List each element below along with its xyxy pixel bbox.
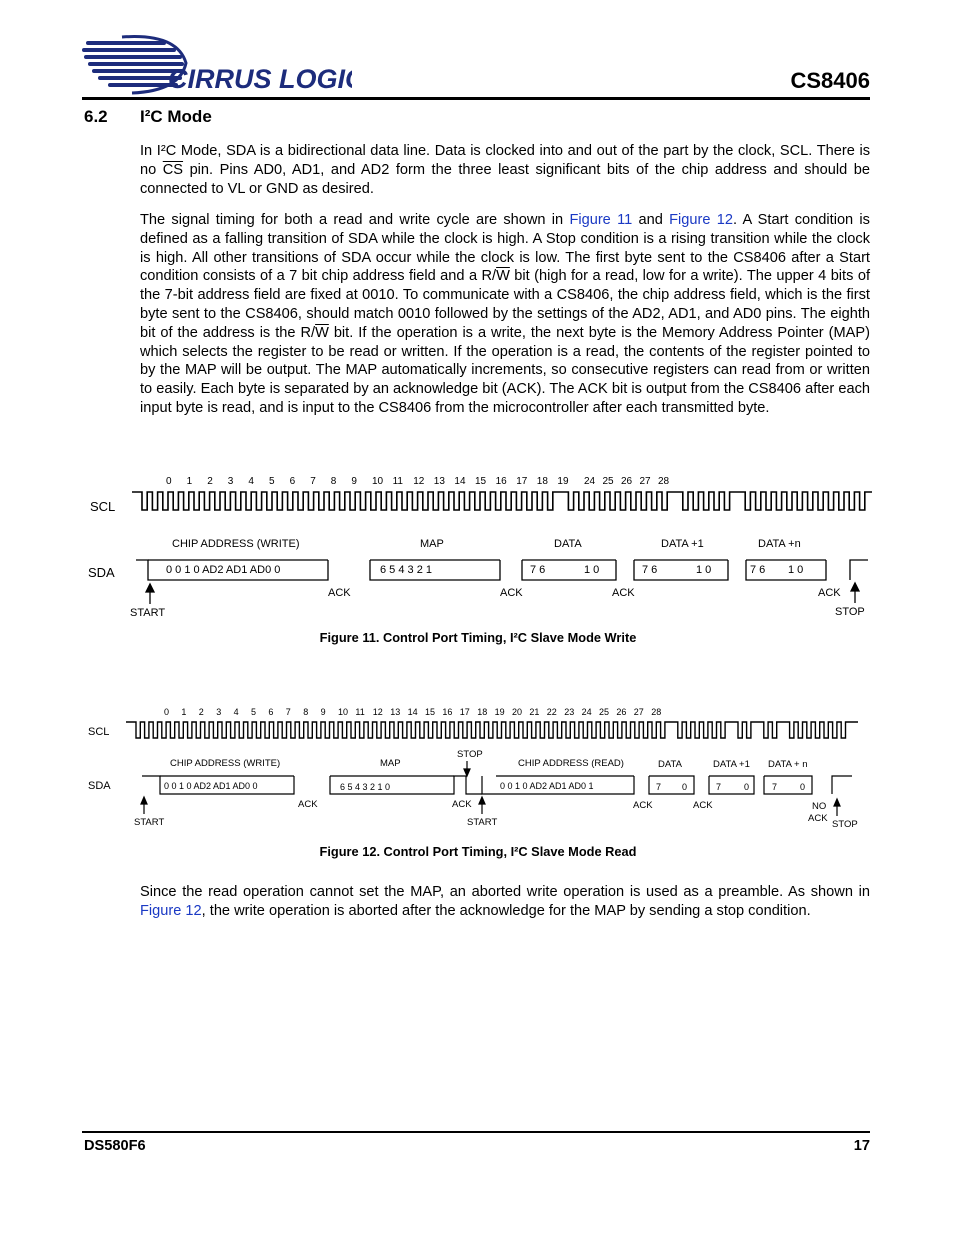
paragraph-signal-timing	[140, 211, 870, 418]
field-label: DATA + n	[768, 759, 808, 770]
bits-text: 6 5 4 3 2 1	[380, 564, 432, 576]
clock-number-label: 20	[512, 707, 523, 717]
clock-number-label: 3	[227, 476, 234, 487]
clock-number-label: 24	[584, 476, 596, 487]
clock-number-label: 14	[407, 707, 418, 717]
bits-text: 0 0 1 0 AD2 AD1 AD0 0	[164, 781, 258, 791]
start-label: START	[467, 817, 498, 828]
clock-number-label: 6	[289, 476, 296, 487]
clock-number-label: 8	[303, 707, 309, 717]
start-label: START	[134, 817, 165, 828]
clock-number-label: 1	[181, 707, 187, 717]
bits-text: 7	[656, 782, 662, 792]
clock-number-label: 4	[248, 476, 254, 487]
bits-text: 7 6	[750, 564, 766, 576]
figure-11-timing-diagram	[84, 468, 872, 628]
bits-text: 1 0	[584, 564, 600, 576]
clock-number-label: 26	[616, 707, 627, 717]
ack-label: ACK	[818, 587, 841, 599]
clock-number-label: 16	[442, 707, 453, 717]
text-run: . A Start condition is defined as a falling transition of SDA while the clock is high. A Stop condition is a rising transition while the clock is high. All other transitions of SDA occur while the clock is low. The first byte sent to the CS8406 after a Start condition consists of a 7 bit chip address field and a R/	[140, 212, 870, 285]
clock-number-label: 0	[166, 476, 172, 487]
clock-number-label: 10	[372, 476, 384, 487]
no-ack-label: ACK	[808, 813, 828, 824]
clock-number-label: 7	[310, 476, 316, 487]
scl-waveform	[132, 492, 872, 510]
clock-number-label: 2	[207, 476, 213, 487]
clock-number-label: 12	[413, 476, 425, 487]
text-run: In I²C Mode, SDA is a bidirectional data line. Data is clocked into and out of the part by the clock, SCL. There is no	[140, 143, 870, 178]
clock-number-label: 17	[459, 707, 470, 717]
field-label: DATA +n	[758, 538, 801, 550]
clock-number-label: 3	[216, 707, 222, 717]
clock-number-label: 6	[268, 707, 274, 717]
field-label: DATA +1	[661, 538, 704, 550]
figure-11-link[interactable]: Figure 11	[569, 212, 633, 228]
field-label: DATA +1	[713, 759, 750, 770]
sda-label: SDA	[88, 780, 111, 792]
clock-number-label: 21	[529, 707, 540, 717]
clock-number-label: 10	[338, 707, 349, 717]
ack-label: ACK	[328, 587, 351, 599]
clock-number-label: 25	[599, 707, 610, 717]
cirrus-logic-logo	[82, 33, 352, 97]
clock-number-label: 8	[330, 476, 337, 487]
text-run: and	[632, 212, 670, 228]
figure-12-caption: Figure 12. Control Port Timing, I²C Slave Mode Read	[319, 844, 637, 859]
bits-text: 7	[772, 782, 778, 792]
text-run: bit (high for a read, low for a write). The upper 4 bits of the 7-bit address field are fixed at 0010. To communicate with a CS8406, the chip address field, which is the first byte sent to the CS8406, should match 0010 followed by the settings of the AD2, AD1, and AD0 pins. The eighth bit of the address is the R/	[140, 268, 870, 341]
figure-12-link[interactable]: Figure 12	[669, 212, 733, 228]
clock-number-label: 22	[546, 707, 557, 717]
field-label: STOP	[457, 749, 483, 760]
bits-text: 1 0	[788, 564, 804, 576]
document-id: DS580F6	[84, 1138, 146, 1154]
clock-number-label: 11	[355, 707, 365, 717]
clock-number-label: 4	[233, 707, 239, 717]
clock-number-label: 18	[477, 707, 488, 717]
clock-number-label: 9	[320, 707, 326, 717]
field-label: DATA	[658, 759, 682, 770]
scl-waveform	[126, 722, 858, 738]
figure-11-caption: Figure 11. Control Port Timing, I²C Slave Mode Write	[319, 630, 637, 645]
field-label: MAP	[380, 758, 401, 769]
clock-number-label: 0	[164, 707, 170, 717]
figure-12-link[interactable]: Figure 12	[140, 902, 202, 919]
bits-text: 7 6	[530, 564, 546, 576]
ack-label: ACK	[500, 587, 523, 599]
ack-label: ACK	[612, 587, 635, 599]
figure-11-svg	[84, 468, 872, 628]
field-label: CHIP ADDRESS (WRITE)	[170, 758, 281, 769]
field-label: CHIP ADDRESS (READ)	[518, 758, 624, 769]
bits-text: 1 0	[696, 564, 712, 576]
clock-number-label: 17	[516, 476, 528, 487]
clock-number-label: 26	[621, 476, 633, 487]
field-label: CHIP ADDRESS (WRITE)	[172, 538, 300, 550]
clock-number-label: 28	[658, 476, 670, 487]
field-label: MAP	[420, 538, 444, 550]
clock-number-label: 5	[251, 707, 257, 717]
field-label: DATA	[554, 538, 582, 550]
bits-text: 0 0 1 0 AD2 AD1 AD0 0	[166, 564, 281, 576]
clock-number-label: 25	[602, 476, 614, 487]
clock-number-label: 16	[495, 476, 507, 487]
ack-label: ACK	[298, 799, 318, 810]
text-run: bit. If the operation is a write, the next byte is the Memory Address Pointer (MAP) which selects the register to be read or written. If the operation is a read, the contents of the register pointed to by the MAP will be output. The MAP automatically increments, so consecutive registers can read from or written to easily. Each byte is separated by an acknowledge bit (ACK). The ACK bit is output from the CS8406 after each input byte is read, and is input to the CS8406 from the microcontroller after each transmitted byte.	[140, 324, 870, 416]
w-overbar: $\overline{W}$	[496, 268, 510, 285]
figure-12-timing-diagram	[84, 702, 872, 832]
clock-number-label: 23	[564, 707, 575, 717]
clock-number-label: 7	[285, 707, 291, 717]
clock-number-label: 24	[581, 707, 592, 717]
sda-label: SDA	[88, 565, 115, 580]
cs-overbar: $\overline{CS}$	[162, 161, 184, 178]
clock-number-label: 13	[433, 476, 445, 487]
start-label: START	[130, 607, 166, 619]
bits-text: 0	[744, 782, 750, 792]
clock-number-label: 19	[494, 707, 505, 717]
page-number: 17	[853, 1138, 870, 1154]
figure-12-svg	[84, 702, 872, 832]
text-run: , the write operation is aborted after the acknowledge for the MAP by sending a stop condition.	[201, 902, 811, 919]
bits-text: 0	[682, 782, 688, 792]
clock-number-label: 27	[639, 476, 651, 487]
clock-number-label: 19	[557, 476, 569, 487]
section-title: I²C Mode	[140, 107, 212, 126]
no-ack-label: NO	[812, 801, 827, 812]
text-run: pin. Pins AD0, AD1, and AD2 form the three least significant bits of the chip address and should be connected to VL or GND as desired.	[140, 161, 870, 197]
paragraph-intro	[140, 142, 870, 198]
ack-label: ACK	[452, 799, 472, 810]
bits-text: 6 5 4 3 2 1 0	[340, 782, 391, 792]
ack-label: ACK	[633, 800, 653, 811]
stop-label: STOP	[835, 606, 865, 618]
clock-number-label: 9	[351, 476, 357, 487]
scl-label: SCL	[88, 726, 110, 738]
clock-number-label: 13	[390, 707, 401, 717]
logo-text: CIRRUS LOGIC	[168, 64, 352, 94]
w-overbar: $\overline{W}$	[315, 324, 329, 341]
header-rule	[82, 97, 870, 100]
clock-number-label: 11	[392, 476, 403, 487]
part-number: CS8406	[790, 68, 870, 93]
clock-number-label: 28	[651, 707, 662, 717]
clock-number-label: 1	[186, 476, 193, 487]
scl-label: SCL	[90, 499, 116, 514]
footer-rule	[82, 1131, 870, 1133]
logo-graphic	[82, 33, 352, 97]
clock-number-label: 12	[372, 707, 383, 717]
ack-label: ACK	[693, 800, 713, 811]
clock-number-label: 14	[454, 476, 466, 487]
bits-text: 0	[800, 782, 806, 792]
bits-text: 7	[716, 782, 722, 792]
bits-text: 7 6	[642, 564, 658, 576]
stop-label: STOP	[832, 819, 858, 830]
clock-number-label: 5	[269, 476, 275, 487]
text-run: The signal timing for both a read and write cycle are shown in	[140, 212, 570, 228]
paragraph-read-preamble	[140, 883, 870, 921]
bits-text: 0 0 1 0 AD2 AD1 AD0 1	[500, 781, 594, 791]
clock-number-label: 15	[475, 476, 487, 487]
clock-number-label: 18	[536, 476, 548, 487]
clock-number-label: 27	[633, 707, 644, 717]
clock-number-label: 15	[425, 707, 436, 717]
clock-number-label: 2	[198, 707, 204, 717]
text-run: Since the read operation cannot set the MAP, an aborted write operation is used as a preamble. As shown in	[140, 884, 870, 900]
section-number: 6.2	[84, 107, 108, 126]
